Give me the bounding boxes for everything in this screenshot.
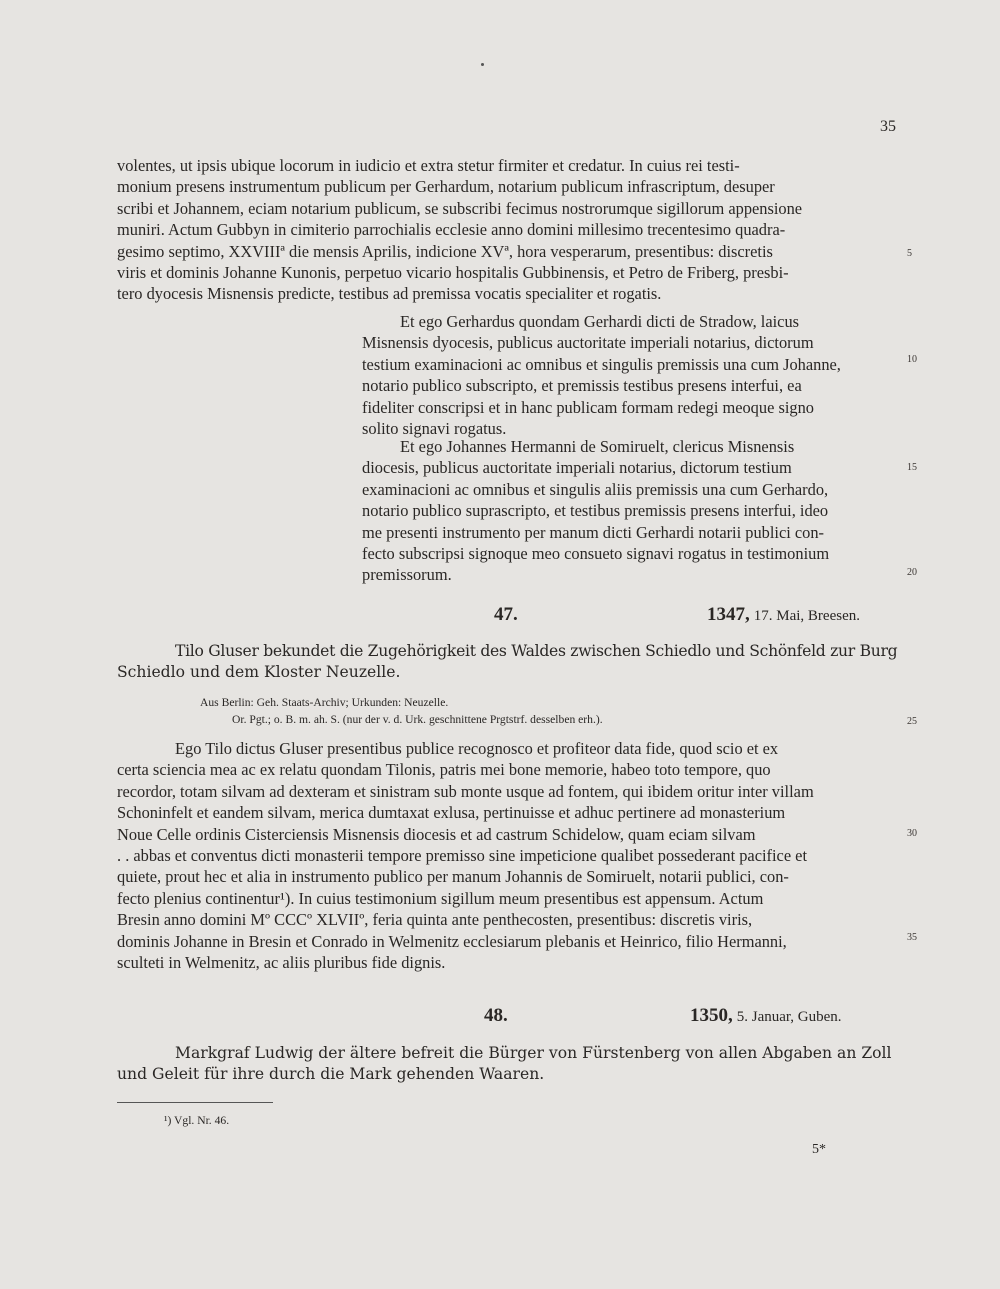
document-date-place: 17. Mai, Breesen. (753, 608, 860, 624)
notary-gerhardus-subscription (362, 311, 897, 439)
doc46-closing-paragraph (117, 155, 895, 305)
doc47-text (117, 738, 897, 973)
text-line: viris et dominis Johanne Kunonis, perpetuo vicario hospitalis Gubbinensis, et Petro de Friberg, presbi- (117, 263, 789, 283)
text-line: sculteti in Welmenitz, ac aliis pluribus fide dignis. (117, 953, 446, 973)
document-date (690, 1005, 842, 1027)
text-line: Et ego Gerhardus quondam Gerhardi dicti de Stradow, laicus (400, 312, 800, 331)
text-line: certa sciencia mea ac ex relatu quondam Tilonis, patris mei bone memorie, habeo toto tempore, quo (117, 760, 771, 780)
document-date-place: 5. Januar, Guben. (736, 1009, 842, 1025)
text-line: dominis Johanne in Bresin et Conrado in Welmenitz ecclesiarum plebanis et Heinrico, filio Hermanni, (117, 931, 787, 951)
notary-johannes-subscription (362, 436, 897, 586)
text-line: Aus Berlin: Geh. Staats-Archiv; Urkunden: Neuzelle. (200, 696, 449, 709)
text-line: Bresin anno domini Mº CCCº XLVIIº, feria quinta ante penthecosten, presentibus: discretis viris, (117, 910, 753, 930)
text-line: testium examinacioni ac omnibus et singulis premissis una cum Johanne, (362, 354, 841, 374)
text-line: notario publico subscripto, et premissis testibus presens interfui, ea (362, 376, 802, 396)
margin-dot (481, 63, 484, 66)
text-line: tero dyocesis Misnensis predicte, testibus ad premissa vocatis specialiter et rogatis. (117, 284, 662, 304)
document-number: 48. (484, 1005, 508, 1026)
text-line: fideliter conscripsi et in hanc publicam formam redegi meoque signo (362, 397, 814, 417)
document-date (707, 604, 860, 626)
source-note (200, 694, 800, 728)
text-line: me presenti instrumento per manum dicti Gerhardi notarii publici con- (362, 522, 824, 542)
text-line: muniri. Actum Gubbyn in cimiterio parrochialis ecclesie anno domini millesimo trecentesimo quadra- (117, 220, 786, 240)
text-line: examinacioni ac omnibus et singulis aliis premissis una cum Gerhardo, (362, 479, 829, 499)
text-line: recordor, totam silvam ad dexteram et sinistram sub monte usque ad fontem, qui ibidem oritur inter villam (117, 781, 814, 801)
text-line: notario publico suprascripto, et testibus premissis presens interfui, ideo (362, 501, 829, 521)
line-number: 5 (907, 248, 912, 259)
text-line: Schoninfelt et eandem silvam, merica dumtaxat exlusa, pertinuisse et adhuc pertinere ad monasterium (117, 803, 786, 823)
text-line: monium presens instrumentum publicum per Gerhardum, notarium publicum infrascriptum, desuper (117, 177, 775, 197)
text-line: Misnensis dyocesis, publicus auctoritate imperiali notarius, dictorum (362, 333, 814, 353)
line-number: 30 (907, 828, 917, 839)
line-number: 25 (907, 716, 917, 727)
text-line: fecto subscripsi signoque meo consueto signavi rogatus in testimonium (362, 544, 830, 564)
text-line: fecto plenius continentur¹). In cuius testimonium sigillum meum presentibus est appensum. Actum (117, 888, 764, 908)
line-number: 35 (907, 932, 917, 943)
text-line: Schiedlo und dem Kloster Neuzelle. (117, 663, 401, 681)
text-line: solito signavi rogatus. (362, 419, 507, 439)
text-line: Noue Celle ordinis Cisterciensis Misnensis diocesis et ad castrum Schidelow, quam eciam silvam (117, 824, 756, 844)
document-summary (117, 641, 897, 683)
document-year: 1347, (707, 604, 750, 625)
document-summary (117, 1043, 897, 1085)
text-line: diocesis, publicus auctoritate imperiali notarius, dictorum testium (362, 458, 792, 478)
text-line: Markgraf Ludwig der ältere befreit die Bürger von Fürstenberg von allen Abgaben an Zoll (175, 1044, 892, 1062)
text-line: volentes, ut ipsis ubique locorum in iudicio et extra stetur firmiter et credatur. In cuius rei testi- (117, 156, 740, 175)
line-number: 10 (907, 354, 917, 365)
text-line: gesimo septimo, XXVIIIª die mensis Aprilis, indicione XVª, hora vesperarum, presentibus: discretis (117, 241, 773, 261)
text-line: Et ego Johannes Hermanni de Somiruelt, clericus Misnensis (400, 437, 795, 456)
footnote: ¹) Vgl. Nr. 46. (164, 1114, 230, 1127)
text-line: quiete, prout hec et alia in instrumento publico per manum Johannis de Somiruelt, notarii publici, con- (117, 867, 789, 887)
sheet-signature: 5* (812, 1142, 826, 1157)
text-line: Tilo Gluser bekundet die Zugehörigkeit des Waldes zwischen Schiedlo und Schönfeld zur Burg (175, 642, 898, 660)
text-line: Ego Tilo dictus Gluser presentibus publice recognosco et profiteor data fide, quod scio et ex (175, 739, 779, 758)
text-line: und Geleit für ihre durch die Mark gehenden Waaren. (117, 1065, 545, 1083)
text-line: . . abbas et conventus dicti monasterii tempore premisso sine impeticione qualibet possederant pacifice et (117, 846, 808, 866)
page-number: 35 (880, 118, 896, 135)
line-number: 15 (907, 462, 917, 473)
text-line: scribi et Johannem, eciam notarium publicum, se subscribi fecimus nostrorumque sigillorum appensione (117, 198, 803, 218)
document-number: 47. (494, 604, 518, 625)
document-year: 1350, (690, 1005, 733, 1026)
line-number: 20 (907, 567, 917, 578)
text-line: premissorum. (362, 565, 452, 585)
footnote-separator (117, 1102, 273, 1103)
text-line: Or. Pgt.; o. B. m. ah. S. (nur der v. d. Urk. geschnittene Prgtstrf. desselben erh.). (232, 713, 603, 726)
